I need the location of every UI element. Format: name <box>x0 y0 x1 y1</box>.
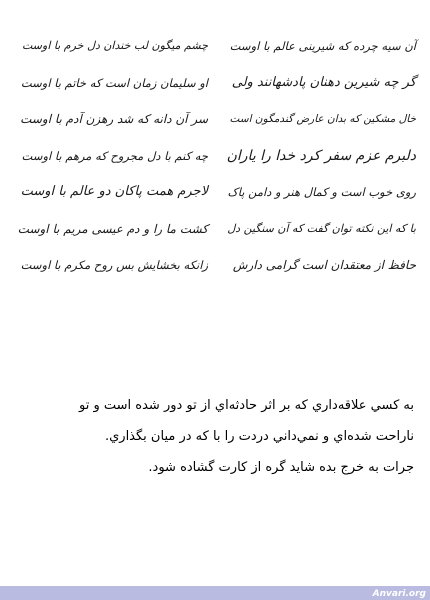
verse: گر چه شیرین دهنان پادشهانند ولی <box>231 74 416 90</box>
interpretation-text <box>22 390 414 483</box>
verse: خال مشکین که بدان عارض گندمگون است <box>229 113 416 125</box>
interpretation-line: ناراحت شده‌اي و نمي‌داني دردت را با كه در ميان بگذاري. <box>104 429 414 444</box>
watermark: Anvari.org <box>372 589 426 599</box>
verse: روی خوب است و کمال هنر و دامن پاک <box>227 185 416 199</box>
interpretation-line: جرات به خرج بده شايد گره از كارت گشاده شود. <box>148 460 414 475</box>
verse: زانکه بخشایش بس روح مکرم با اوست <box>20 258 208 272</box>
footer-bar <box>0 586 430 600</box>
verse: کشت ما را و دم عیسی مریم با اوست <box>17 221 208 236</box>
poem-right-column <box>226 28 416 284</box>
poem <box>18 28 416 310</box>
verse: آن سیه چرده که شیرینی عالم با اوست <box>229 39 416 53</box>
poem-left-column <box>18 28 208 284</box>
verse: دلبرم عزم سفر کرد خدا را یاران <box>226 147 416 164</box>
interpretation-line: به كسي علاقه‌داري كه بر اثر حادثه‌اي از تو دور شده است و تو <box>79 398 414 413</box>
verse: چشم میگون لب خندان دل خرم با اوست <box>21 39 208 52</box>
verse: چه کنم با دل مجروح که مرهم با اوست <box>21 148 208 163</box>
verse: سر آن دانه که شد رهزن آدم با اوست <box>20 112 208 126</box>
verse: با که این نکته توان گفت که آن سنگین دل <box>227 221 416 235</box>
verse: او سلیمان زمان است که خاتم با اوست <box>20 75 208 90</box>
verse: حافظ از معتقدان است گرامی دارش <box>232 258 416 272</box>
verse: لاجرم همت پاکان دو عالم با اوست <box>20 184 208 199</box>
